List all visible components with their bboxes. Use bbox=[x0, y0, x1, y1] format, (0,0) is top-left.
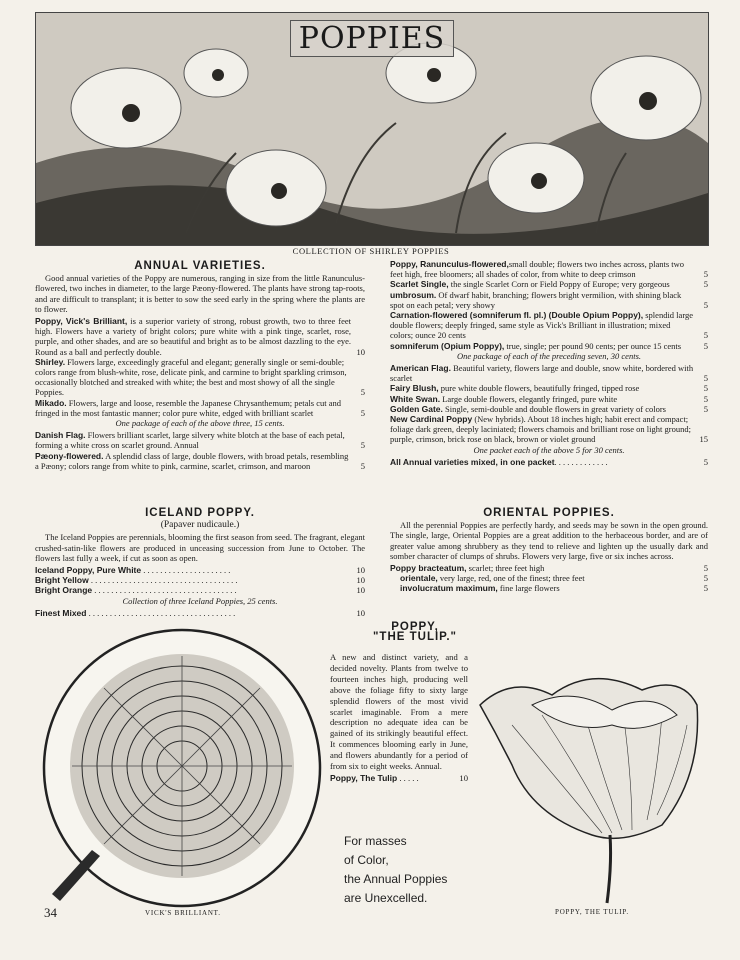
list-item: Danish Flag. Flowers brilliant scarlet, large silvery white blotch at the base of each petal, forming a white cross on scarlet ground. Annual 5 bbox=[35, 430, 365, 451]
list-item: White Swan. Large double flowers, elegantly fringed, pure white 5 bbox=[390, 393, 708, 404]
list-item: American Flag. Beautiful variety, flowers large and double, snow white, bordered with scarlet 5 bbox=[390, 363, 708, 384]
list-item: Pæony-flowered. A splendid class of large, double flowers, with broad petals, resembling a Pæony; colors range from white to pink, carmine, scarlet, crimson, and maroon 5 bbox=[35, 450, 365, 471]
list-item: Poppy, Vick's Brilliant, is a superior variety of strong, robust growth, two to three feet high. Flowers have a variety of bright colors; pure white with a pink tinge, scarlet, rose, purple, and other shades, and are so beautiful and bright as to be almost dazzling to the eye. Round as a ball and perfectly double. 10 bbox=[35, 316, 365, 357]
annual-varieties-continued bbox=[390, 259, 708, 467]
package-offer: One package of each of the above three, 15 cents. bbox=[115, 418, 285, 429]
list-item: Poppy bracteatum, scarlet; three feet high 5 bbox=[390, 563, 708, 574]
list-item: Bright Orange . . . . . . . . . . . . . . . . . . . . . . . . . . . . . . . . . . 10 bbox=[35, 585, 365, 596]
illustration-caption: POPPY, THE TULIP. bbox=[555, 908, 629, 916]
tulip-poppy-heading: POPPY, "THE TULIP." bbox=[372, 621, 458, 644]
list-item: umbrosum. Of dwarf habit, branching; flowers bright vermilion, with shining black spot on each petal; very showy 5 bbox=[390, 289, 708, 310]
list-item: Finest Mixed . . . . . . . . . . . . . . . . . . . . . . . . . . . . . . . . . . . 10 bbox=[35, 607, 365, 618]
list-item: Iceland Poppy, Pure White . . . . . . . . . . . . . . . . . . . . . 10 bbox=[35, 565, 365, 576]
banner-caption: COLLECTION OF SHIRLEY POPPIES bbox=[292, 246, 450, 256]
list-item: Scarlet Single, the single Scarlet Corn or Field Poppy of Europe; very gorgeous 5 bbox=[390, 279, 708, 290]
section-heading: ICELAND POPPY. bbox=[145, 507, 255, 519]
list-item: Carnation-flowered (somniferum fl. pl.) (Double Opium Poppy), splendid large double flowers; deeply fringed, same style as Vick's Brilliant in illustration; mixed colors; ounce 20 cents 5 bbox=[390, 310, 708, 341]
section-heading: ANNUAL VARIETIES. bbox=[134, 260, 266, 272]
list-item: Golden Gate. Single, semi-double and double flowers in great variety of colors 5 bbox=[390, 403, 708, 414]
list-item: orientale, very large, red, one of the finest; three feet 5 bbox=[400, 573, 708, 584]
package-offer: One packet each of the above 5 for 30 cents. bbox=[473, 444, 625, 455]
list-item: Poppy, The Tulip . . . . . 10 bbox=[330, 772, 468, 783]
section-heading: ORIENTAL POPPIES. bbox=[483, 507, 615, 519]
list-item: All Annual varieties mixed, in one packet. . . . . . . . . . . . . 5 bbox=[390, 456, 708, 467]
list-item: Shirley. Flowers large, exceedingly graceful and elegant; generally single or semi-double; colors range from blush-white, rose, delicate pink, and carmine to bright sparkling crimson, occasionally blotched and streaked with white; the best and most showy of all the single Poppies. 5 bbox=[35, 356, 365, 398]
page-number: 34 bbox=[44, 905, 57, 920]
tulip-poppy-description: A new and distinct variety, and a decided novelty. Plants from twelve to fourteen inches high, producing well above the foliage fifty to sixty large splendid flowers of the most vivid scarlet imaginable. From a mere description no adequate idea can be gained of its strikingly beautiful effect. It commences blooming early in June, and flowers abundantly for a period of from six to eight weeks. Annual. Poppy, The Tulip . . . . . 10 bbox=[330, 652, 468, 783]
list-item: Bright Yellow . . . . . . . . . . . . . . . . . . . . . . . . . . . . . . . . . . . 10 bbox=[35, 575, 365, 586]
list-item: Fairy Blush, pure white double flowers, beautifully fringed, tipped rose 5 bbox=[390, 383, 708, 394]
intro-paragraph: All the perennial Poppies are perfectly hardy, and seeds may be sown in the open ground. The single, large, Oriental Poppies are a great addition to the herbaceous border, and are of greater value among shrubbery as they tend to relieve and lighten up the usually dark and somber character of clumps of shrubs. Flowers very large, five or six inches across. bbox=[390, 520, 708, 561]
intro-paragraph: The Iceland Poppies are perennials, blooming the first season from seed. The fragrant, elegant crushed-satin-like flowers are produced in unceasing succession from June to October. The flowers last fully a week, if cut as soon as open. bbox=[35, 532, 365, 563]
vicks-brilliant-illustration bbox=[40, 626, 325, 911]
page-title: POPPIES bbox=[36, 21, 708, 56]
intro-paragraph: Good annual varieties of the Poppy are numerous, ranging in size from the little Ranunculus-flowered, two inches in diameter, to the large Pæony-flowered. The plants have strong tap-roots, and are difficult to transplant; it is better to sow the seed early in the spring where the plants are to flower. bbox=[35, 273, 365, 314]
list-item: New Cardinal Poppy (New hybrids). About 18 inches high; habit erect and compact; foliage dark green, deeply laciniated; flowers chamois and brilliant rose on light ground; purple, crimson, brick rose on black, brown or violet ground 15 bbox=[390, 414, 708, 445]
slogan: For masses of Color, the Annual Poppies are Unexcelled. bbox=[344, 834, 448, 905]
illustration-caption: VICK'S BRILLIANT. bbox=[145, 909, 221, 917]
latin-name: (Papaver nudicaule.) bbox=[160, 520, 240, 531]
list-item: involucratum maximum, fine large flowers 5 bbox=[400, 583, 708, 594]
list-item: somniferum (Opium Poppy), true, single; per pound 90 cents; per ounce 15 cents 5 bbox=[390, 340, 708, 351]
iceland-poppy-section bbox=[35, 508, 365, 618]
oriental-poppies-section bbox=[390, 508, 708, 594]
package-offer: Collection of three Iceland Poppies, 25 cents. bbox=[122, 595, 278, 606]
tulip-poppy-illustration bbox=[472, 665, 712, 905]
annual-varieties-section bbox=[35, 261, 365, 471]
poppies-banner-illustration bbox=[35, 12, 709, 246]
package-offer: One package of each of the preceding seven, 30 cents. bbox=[456, 350, 642, 361]
list-item: Poppy, Ranunculus-flowered,small double; flowers two inches across, plants two feet high, free bloomers; all shades of color, from white to deep crimson 5 bbox=[390, 259, 708, 280]
list-item: Mikado. Flowers, large and loose, resemble the Japanese Chrysanthemum; petals cut and fringed in the most fantastic manner; color pure white, edged with brilliant scarlet 5 bbox=[35, 397, 365, 418]
